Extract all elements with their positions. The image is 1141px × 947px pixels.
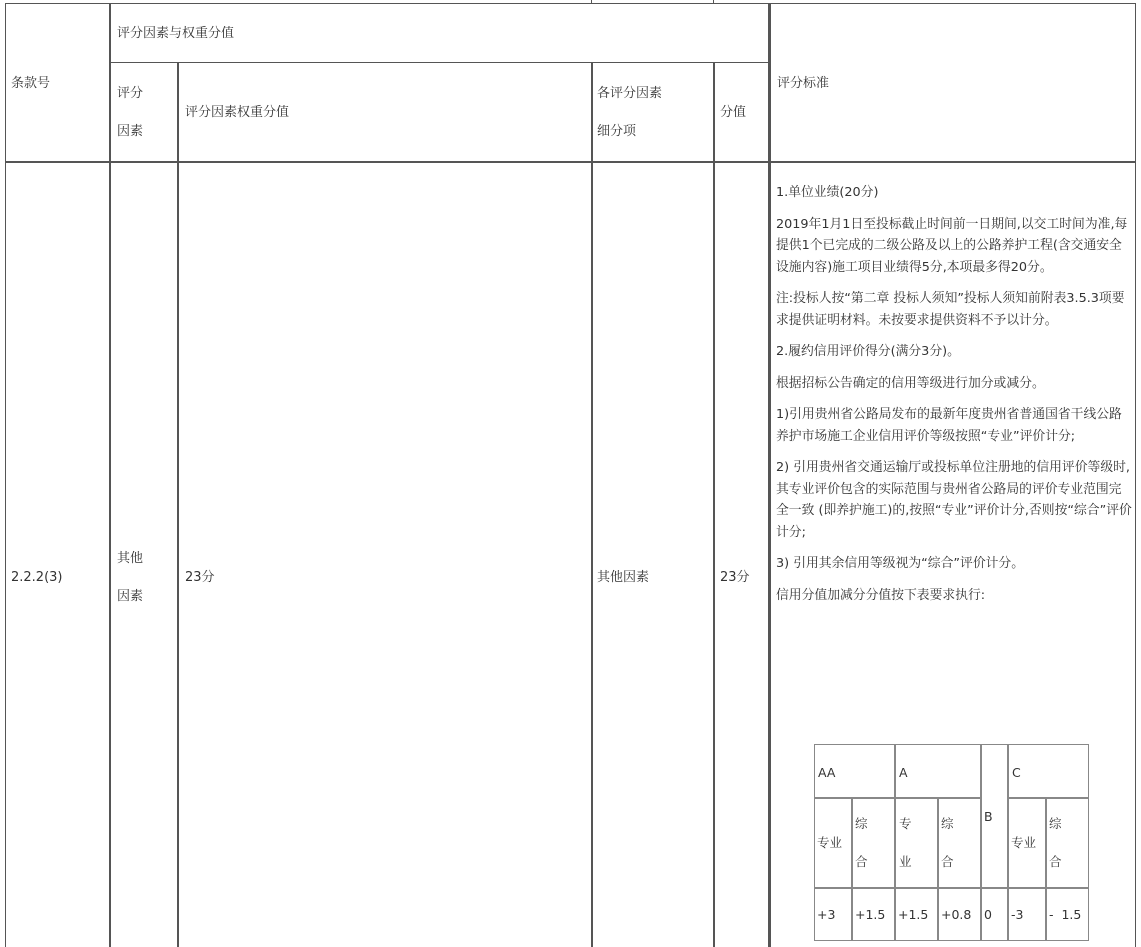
credit-cell: [981, 888, 1008, 941]
header-weight: 评分因素权重分值: [185, 105, 290, 120]
credit-cell: [1046, 888, 1089, 941]
aa-zhuanye: 专业: [817, 835, 843, 850]
credit-cell: [852, 888, 895, 941]
header-subitem-line2: 细分项: [597, 124, 637, 139]
header-clause-no: 条款号: [11, 76, 51, 91]
row-score: 23分: [720, 570, 750, 585]
header-factor-line1: 评分: [117, 86, 144, 101]
credit-cell: [981, 744, 1008, 888]
row-factor-line1: 其他: [117, 551, 144, 566]
grade-a-label: A: [899, 765, 908, 780]
a-he: 合: [941, 854, 954, 869]
row-factor-line2: 因素: [117, 589, 144, 604]
col-line-right: [1135, 3, 1136, 947]
value-aa-zhuanye: +3: [817, 907, 836, 922]
criteria-p6: 1)引用贵州省公路局发布的最新年度贵州省普通国省干线公路养护市场施工企业信用评价等级按照“专业”评价计分;: [776, 407, 1122, 444]
col-line-2: [177, 62, 179, 947]
a-zhuan: 专: [899, 816, 912, 831]
col-line-4: [713, 62, 715, 947]
row-subitem: 其他因素: [597, 570, 650, 585]
grade-aa-label: AA: [818, 765, 836, 780]
a-zong: 综: [941, 816, 954, 831]
criteria-p5: 根据招标公告确定的信用等级进行加分或减分。: [776, 375, 1045, 391]
credit-cell: [814, 798, 852, 888]
header-score: 分值: [720, 105, 747, 120]
aa-zonghe-1: 综: [855, 816, 868, 831]
row-weight: 23分: [185, 570, 215, 585]
header-group-title: 评分因素与权重分值: [117, 26, 235, 41]
c-he: 合: [1049, 854, 1062, 869]
value-a-zhuanye: +1.5: [898, 907, 929, 922]
value-c-zhuanye: -3: [1011, 907, 1024, 922]
credit-cell: [1008, 798, 1046, 888]
criteria-p3: 注:投标人按“第二章 投标人须知”投标人须知前附表3.5.3项要求提供证明材料。未按要求提供资料不予以计分。: [776, 291, 1125, 328]
criteria-p2: 2019年1月1日至投标截止时间前一日期间,以交工时间为准,每提供1个已完成的二级公路及以上的公路养护工程(含交通安全设施内容)施工项目业绩得5分,本项最多得20分。: [776, 216, 1128, 275]
credit-grade-table: [814, 744, 1089, 941]
value-a-zonghe: +0.8: [941, 907, 972, 922]
criteria-p8: 3) 引用其余信用等级视为“综合”评价计分。: [776, 556, 1025, 571]
credit-cell: [895, 798, 938, 888]
a-ye: 业: [899, 854, 912, 869]
credit-cell: [938, 888, 981, 941]
credit-cell: [938, 798, 981, 888]
credit-cell: [1046, 798, 1089, 888]
criteria-p1: 1.单位业绩(20分): [776, 185, 879, 200]
col-line-3: [591, 62, 593, 947]
table-top-border: [5, 3, 1136, 4]
value-aa-zonghe: +1.5: [855, 907, 886, 922]
prev-row-tick: [591, 0, 592, 3]
col-line-left: [5, 3, 6, 947]
credit-cell: [895, 744, 981, 798]
credit-cell: [1008, 744, 1089, 798]
credit-cell: [1008, 888, 1046, 941]
header-subitem-line1: 各评分因素: [597, 86, 663, 101]
credit-cell: [895, 888, 938, 941]
col-line-5: [768, 3, 771, 947]
col-line-1: [109, 3, 111, 947]
c-zhuanye: 专业: [1011, 835, 1037, 850]
criteria-p7: 2) 引用贵州省交通运输厅或投标单位注册地的信用评价等级时,其专业评价包含的实际范围与贵州省公路局的评价专业范围完全一致 (即养护施工)的,按照“专业”评价计分,否则按“综合”评价计分;: [776, 460, 1132, 540]
grade-c-label: C: [1012, 765, 1021, 780]
criteria-text: [776, 182, 1132, 616]
value-c-zonghe: - 1.5: [1049, 907, 1082, 922]
prev-row-tick: [713, 0, 714, 3]
grade-b-label: B: [984, 809, 993, 824]
header-criteria: 评分标准: [777, 76, 830, 91]
credit-cell: [814, 744, 895, 798]
value-b: 0: [984, 907, 992, 922]
credit-cell: [852, 798, 895, 888]
header-bottom-line: [5, 161, 1136, 163]
aa-zonghe-2: 合: [855, 854, 868, 869]
header-mid-line: [111, 62, 769, 63]
row-clause: 2.2.2(3): [11, 570, 63, 585]
credit-cell: [814, 888, 852, 941]
header-factor-line2: 因素: [117, 124, 144, 139]
criteria-p9: 信用分值加减分分值按下表要求执行:: [776, 587, 986, 603]
criteria-p4: 2.履约信用评价得分(满分3分)。: [776, 344, 960, 359]
c-zong: 综: [1049, 816, 1062, 831]
